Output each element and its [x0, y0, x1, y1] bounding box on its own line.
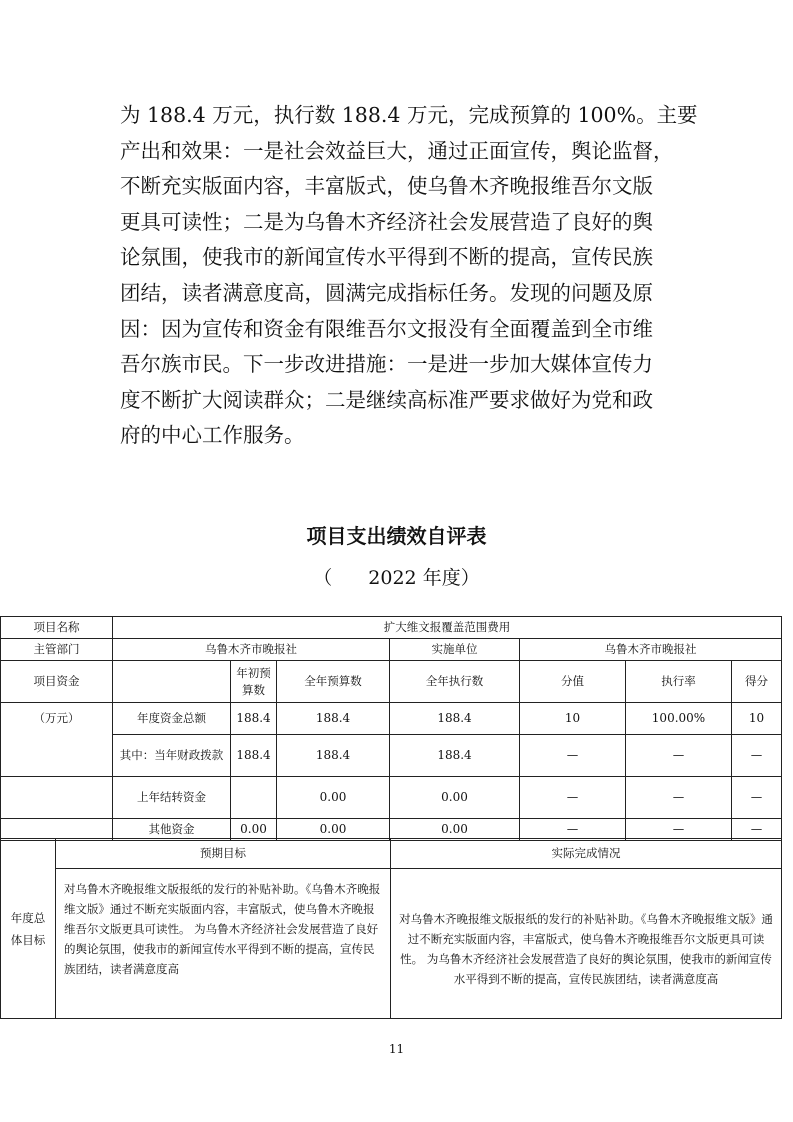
cell-rate: 100.00%: [626, 703, 732, 735]
cell-budget: 0.00: [277, 777, 390, 819]
row-label: 其他资金: [113, 819, 231, 841]
row-carryover-funds: [1, 777, 782, 819]
cell-initial: 0.00: [231, 819, 277, 841]
cell-budget: 0.00: [277, 819, 390, 841]
paragraph-line: 不断充实版面内容，丰富版式，使乌鲁木齐晚报维吾尔文版: [120, 174, 653, 199]
expected-goal-label: 预期目标: [56, 839, 391, 869]
table-year: [0, 563, 793, 590]
header-score: 分值: [520, 661, 626, 703]
blank-cell: [113, 661, 231, 703]
cell-points: —: [732, 777, 782, 819]
paragraph-line: 因：因为宣传和资金有限维吾尔文报没有全面覆盖到全市维: [120, 316, 653, 341]
cell-executed: 188.4: [390, 735, 520, 777]
cell-score: 10: [520, 703, 626, 735]
header-annual-budget: 全年预算数: [277, 661, 390, 703]
row-department: [1, 639, 782, 661]
year-value: 2022 年度）: [368, 567, 480, 589]
blank-cell: [1, 777, 113, 819]
header-points: 得分: [732, 661, 782, 703]
performance-table: [0, 616, 782, 841]
blank-cell: [1, 735, 113, 777]
cell-rate: —: [626, 777, 732, 819]
page-number: 11: [388, 1042, 405, 1056]
cell-rate: —: [626, 819, 732, 841]
row-fiscal-funds: [1, 735, 782, 777]
paragraph-line: 为 188.4 万元，执行数 188.4 万元，完成预算的 100%。主要: [120, 103, 698, 127]
header-initial: 年初预算数: [231, 661, 277, 703]
cell-points: —: [732, 735, 782, 777]
cell-executed: 188.4: [390, 703, 520, 735]
year-open-paren: （: [313, 567, 333, 589]
paragraph-line: 团结，读者满意度高，圆满完成指标任务。发现的问题及原: [120, 280, 653, 305]
cell-score: —: [520, 735, 626, 777]
impl-label: 实施单位: [390, 639, 520, 661]
row-label: 上年结转资金: [113, 777, 231, 819]
header-executed: 全年执行数: [390, 661, 520, 703]
row-label: 年度资金总额: [113, 703, 231, 735]
project-name-value: 扩大维文报覆盖范围费用: [113, 617, 782, 639]
dept-value: 乌鲁木齐市晚报社: [113, 639, 390, 661]
funds-label: 项目资金: [1, 661, 113, 703]
dept-label: 主管部门: [1, 639, 113, 661]
row-total-funds: [1, 703, 782, 735]
expected-goal-text: 对乌鲁木齐晚报维文版报纸的发行的补贴补助。《乌鲁木齐晚报维文版》通过不断充实版面内容，丰富版式，使乌鲁木齐晚报维吾尔文版更具可读性。 为乌鲁木齐经济社会发展营造了良好的舆论氛围，使我市的新闻宣传水平得到不断的提高，宣传民族团结，读者满意度高: [56, 869, 391, 1019]
paragraph-line: 更具可读性；二是为乌鲁木齐经济社会发展营造了良好的舆: [120, 209, 653, 234]
cell-initial: 188.4: [231, 735, 277, 777]
cell-initial: 188.4: [231, 703, 277, 735]
body-paragraph: [120, 98, 698, 454]
cell-initial: [231, 777, 277, 819]
cell-rate: —: [626, 735, 732, 777]
row-goal-headers: [1, 839, 782, 869]
project-name-label: 项目名称: [1, 617, 113, 639]
goal-table: [0, 838, 782, 1019]
header-rate: 执行率: [626, 661, 732, 703]
funds-unit: （万元）: [1, 703, 113, 735]
row-label: 其中：当年财政拨款: [113, 735, 231, 777]
cell-executed: 0.00: [390, 777, 520, 819]
actual-result-label: 实际完成情况: [391, 839, 782, 869]
goal-label: 年度总体目标: [1, 839, 56, 1019]
paragraph-line: 府的中心工作服务。: [120, 423, 305, 448]
paragraph-line: 论氛围，使我市的新闻宣传水平得到不断的提高，宣传民族: [120, 245, 653, 270]
cell-budget: 188.4: [277, 735, 390, 777]
impl-value: 乌鲁木齐市晚报社: [520, 639, 782, 661]
cell-points: —: [732, 819, 782, 841]
row-goal-content: [1, 869, 782, 1019]
paragraph-line: 度不断扩大阅读群众；二是继续高标准严要求做好为党和政: [120, 387, 653, 412]
actual-result-text: 对乌鲁木齐晚报维文版报纸的发行的补贴补助。《乌鲁木齐晚报维文版》通过不断充实版面内容，丰富版式，使乌鲁木齐晚报维吾尔文版更具可读性。 为乌鲁木齐经济社会发展营造了良好的舆论氛围，使我市的新闻宣传水平得到不断的提高，宣传民族团结，读者满意度高: [391, 869, 782, 1019]
paragraph-line: 吾尔族市民。下一步改进措施：一是进一步加大媒体宣传力: [120, 352, 653, 377]
row-fund-headers: [1, 661, 782, 703]
row-project-name: [1, 617, 782, 639]
cell-executed: 0.00: [390, 819, 520, 841]
cell-score: —: [520, 777, 626, 819]
cell-score: —: [520, 819, 626, 841]
cell-points: 10: [732, 703, 782, 735]
cell-budget: 188.4: [277, 703, 390, 735]
paragraph-line: 产出和效果：一是社会效益巨大，通过正面宣传，舆论监督，: [120, 138, 674, 163]
table-title: 项目支出绩效自评表: [306, 524, 487, 548]
